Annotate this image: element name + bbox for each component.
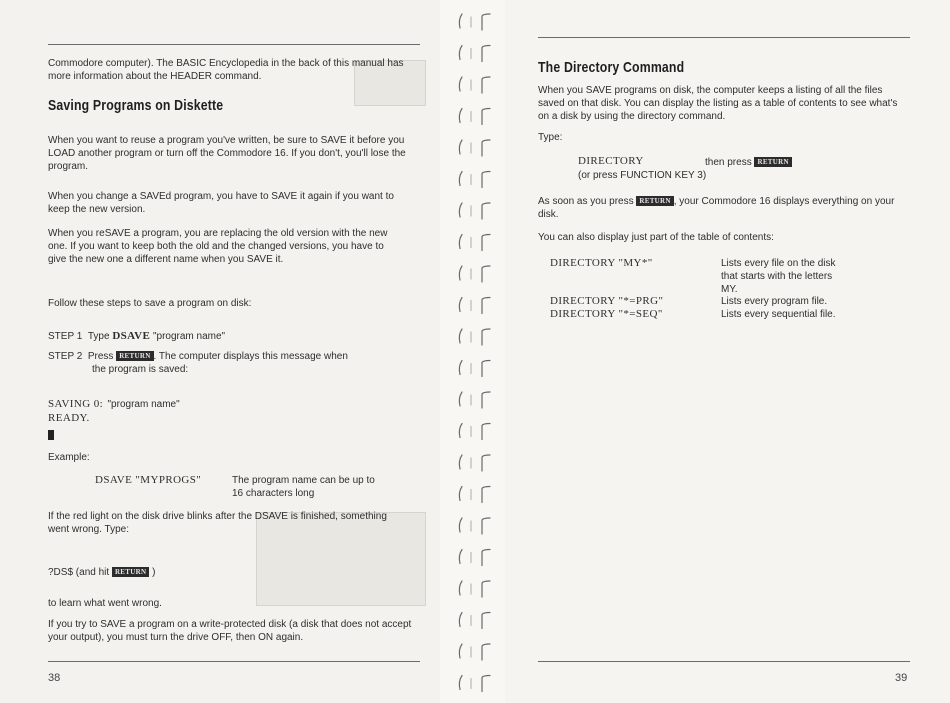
- spiral-coil-right: [482, 518, 490, 534]
- section-heading-saving: Saving Programs on Diskette: [48, 97, 224, 114]
- paragraph-red-light: If the red light on the disk drive blinks after the DSAVE is finished, something went wrong. Type:: [48, 511, 387, 535]
- spiral-coil-right: [482, 235, 490, 251]
- screen-saving-text: SAVING 0:: [48, 398, 104, 410]
- spiral-coil-right: [482, 266, 490, 282]
- dsave-command: DSAVE: [112, 330, 151, 342]
- function-key-note: (or press FUNCTION KEY 3): [578, 170, 707, 181]
- step-label: STEP 2: [48, 351, 83, 362]
- step-text: . The computer displays this message when: [153, 351, 348, 362]
- page-number-left: 38: [48, 672, 61, 684]
- spiral-coil-left: [459, 424, 462, 438]
- example-note: The program name can be up to 16 characters long: [232, 475, 375, 499]
- spiral-coil-left: [459, 676, 462, 690]
- ds-text: ): [152, 567, 156, 578]
- spiral-coil-left: [459, 14, 462, 28]
- paragraph-learn-wrong: to learn what went wrong.: [48, 598, 162, 609]
- step-2: [48, 350, 418, 363]
- intro-paragraph: Commodore computer). The BASIC Encyclopedia in the back of this manual has more information about the HEADER command.: [48, 58, 404, 82]
- page-number-right: 39: [895, 672, 908, 684]
- ds-instruction: [48, 566, 155, 579]
- spiral-coil-right: [482, 46, 490, 62]
- spiral-coil-left: [459, 46, 462, 60]
- spiral-coil-right: [482, 550, 490, 566]
- type-label: Type:: [538, 132, 563, 143]
- spiral-coil-right: [482, 644, 490, 660]
- spiral-coil-left: [459, 172, 462, 186]
- example-dir-my-desc: Lists every file on the disk that starts with the letters MY.: [721, 258, 836, 295]
- spiral-coil-right: [482, 140, 490, 156]
- example-label: Example:: [48, 452, 90, 463]
- spiral-coil-left: [459, 644, 462, 658]
- example-dir-my: DIRECTORY "MY*": [550, 257, 653, 269]
- spiral-coil-left: [459, 550, 462, 564]
- directory-then-press: [705, 156, 792, 169]
- spiral-coil-left: [459, 392, 462, 406]
- spiral-coil-left: [459, 613, 462, 627]
- paragraph-write-protected: If you try to SAVE a program on a write-protected disk (a disk that does not accept your output), you must turn the drive OFF, then ON again.: [48, 619, 412, 643]
- paragraph-save-before-load: When you want to reuse a program you've written, be sure to SAVE it before you LOAD another program or turn off the Commodore 16. If you don't, you'll lose the program.: [48, 135, 406, 172]
- spiral-coil-right: [482, 109, 490, 125]
- step-2-continuation: the program is saved:: [92, 364, 189, 375]
- paragraph-follow-steps: Follow these steps to save a program on disk:: [48, 298, 252, 309]
- paragraph-directory-intro: When you SAVE programs on disk, the computer keeps a listing of all the files saved on that disk. You can display the listing as a table of contents to see what's on a disk by using the directory command.: [538, 85, 898, 122]
- step-label: STEP 1: [48, 331, 83, 342]
- example-dir-prg: DIRECTORY "*=PRG": [550, 295, 664, 307]
- example-dir-prg-desc: Lists every program file.: [721, 296, 828, 307]
- spiral-coil-left: [459, 109, 462, 123]
- spiral-coil-left: [459, 266, 462, 280]
- spiral-coil-left: [459, 581, 462, 595]
- spiral-coil-right: [482, 203, 490, 219]
- spiral-coil-left: [459, 361, 462, 375]
- return-key-icon: RETURN: [112, 567, 149, 577]
- spiral-coil-right: [482, 77, 490, 93]
- top-rule-right: [538, 37, 910, 38]
- as-soon-text: As soon as you press: [538, 196, 634, 207]
- cursor-icon: [48, 430, 54, 440]
- top-rule-left: [48, 44, 420, 45]
- step-1: [48, 330, 418, 343]
- spiral-coil-left: [459, 298, 462, 312]
- paragraph-as-soon: [538, 195, 898, 221]
- paragraph-partial-display: You can also display just part of the table of contents:: [538, 232, 774, 243]
- spiral-coil-right: [482, 455, 490, 471]
- spiral-coil-right: [482, 581, 490, 597]
- ds-text: (and hit: [75, 567, 110, 578]
- spiral-coil-left: [459, 235, 462, 249]
- spiral-coil-right: [482, 676, 490, 692]
- return-key-icon: RETURN: [754, 157, 791, 167]
- step-text: Type: [87, 331, 110, 342]
- return-key-icon: RETURN: [636, 196, 673, 206]
- spiral-coil-right: [482, 298, 490, 314]
- screen-ready-text: READY.: [48, 412, 90, 424]
- spiral-coil-left: [459, 455, 462, 469]
- left-page: [0, 0, 440, 703]
- spiral-coil-left: [459, 77, 462, 91]
- right-page: [505, 0, 950, 703]
- spiral-coil-right: [482, 392, 490, 408]
- spiral-coil-right: [482, 329, 490, 345]
- program-name-placeholder: "program name": [152, 331, 226, 342]
- spiral-coil-left: [459, 203, 462, 217]
- spiral-binding-icon: [452, 8, 502, 698]
- spiral-coil-right: [482, 424, 490, 440]
- bottom-rule-right: [538, 661, 910, 662]
- example-dir-seq-desc: Lists every sequential file.: [721, 309, 836, 320]
- example-command: DSAVE "MYPROGS": [95, 474, 202, 486]
- then-press-text: then press: [705, 157, 752, 168]
- spiral-coil-left: [459, 329, 462, 343]
- paragraph-resave: When you change a SAVEd program, you have to SAVE it again if you want to keep the new version.: [48, 191, 394, 215]
- spiral-coil-right: [482, 14, 490, 30]
- screen-output: [48, 394, 180, 445]
- spiral-coil-right: [482, 172, 490, 188]
- spiral-coil-right: [482, 487, 490, 503]
- ds-command: ?DS$: [48, 567, 74, 578]
- spiral-coil-left: [459, 487, 462, 501]
- spiral-coil-left: [459, 518, 462, 532]
- spiral-coil-left: [459, 140, 462, 154]
- spiral-coil-right: [482, 361, 490, 377]
- step-text: Press: [87, 351, 114, 362]
- directory-command: DIRECTORY: [578, 155, 644, 167]
- example-dir-seq: DIRECTORY "*=SEQ": [550, 308, 663, 320]
- screen-program-name: "program name": [107, 399, 180, 410]
- return-key-icon: RETURN: [116, 351, 153, 361]
- as-soon-text-end: , your Commodore 16 displays everything on your disk.: [538, 196, 895, 220]
- paragraph-replace-version: When you reSAVE a program, you are replacing the old version with the new one. If you want to keep both the old and the changed versions, you have to give the new one a different name when you SAVE it.: [48, 228, 388, 265]
- spiral-coil-right: [482, 613, 490, 629]
- section-heading-directory: The Directory Command: [538, 59, 685, 76]
- bottom-rule-left: [48, 661, 420, 662]
